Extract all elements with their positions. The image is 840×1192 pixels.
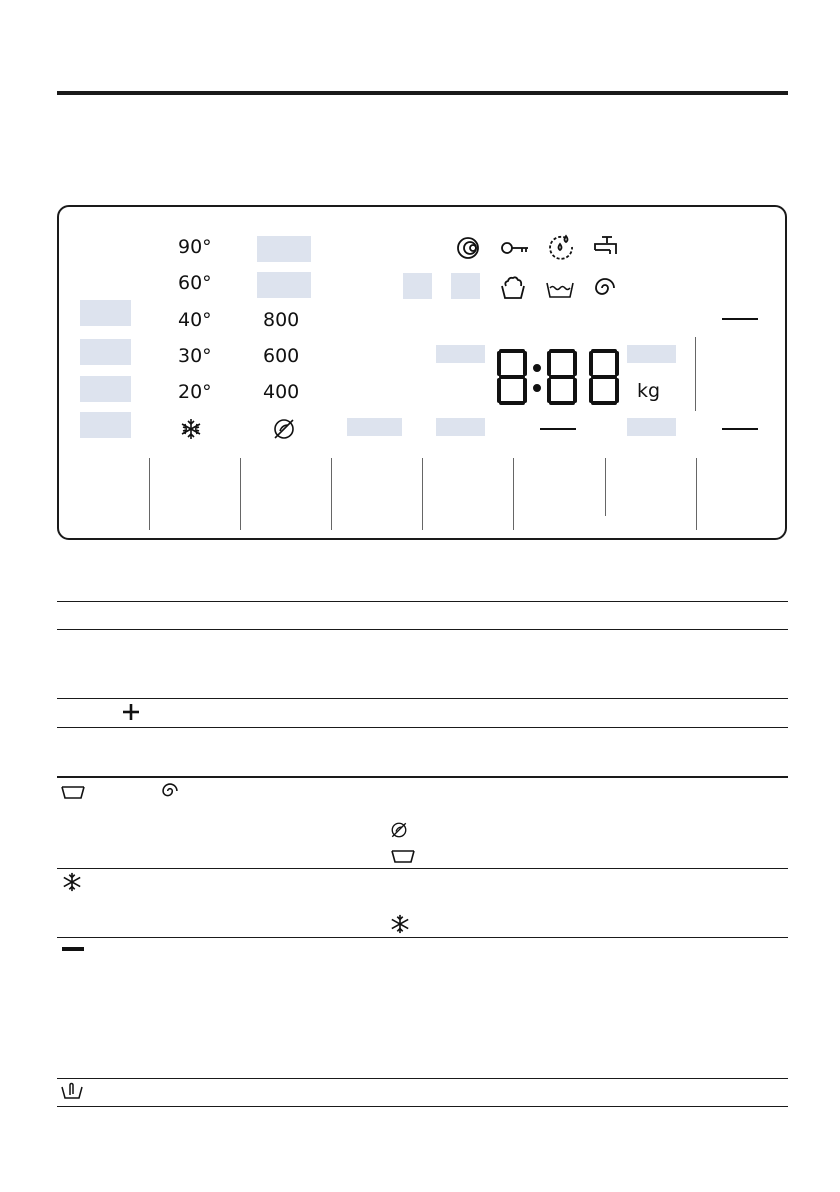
display-placeholder-left	[436, 345, 485, 363]
temp-90: 90°	[178, 236, 212, 258]
temp-60: 60°	[178, 272, 212, 294]
button-placeholder-2	[80, 339, 131, 365]
table-line-3	[57, 698, 788, 699]
no-spin-icon	[272, 417, 296, 441]
wash-basin-icon	[60, 784, 86, 800]
dash-icon	[62, 946, 86, 954]
plus-icon	[122, 703, 140, 721]
table-line-7	[57, 937, 788, 938]
digital-display	[495, 348, 625, 410]
spin-600: 600	[263, 345, 300, 367]
option-placeholder-2	[451, 273, 480, 299]
option-placeholder-1	[403, 273, 432, 299]
temp-30: 30°	[178, 345, 212, 367]
hand-wash-icon	[60, 1081, 84, 1101]
table-line-8	[57, 1078, 788, 1079]
spin-800: 800	[263, 309, 300, 331]
spin-placeholder-2	[257, 272, 311, 298]
display-placeholder-right	[627, 345, 676, 363]
no-spin-icon-table	[390, 821, 408, 839]
weight-unit: kg	[637, 380, 661, 402]
spin-placeholder-1	[257, 236, 311, 262]
middle-dash	[540, 428, 576, 430]
wash-basin-icon-table	[390, 848, 416, 864]
bottom-placeholder-3	[627, 418, 676, 436]
snowflake-icon	[180, 418, 202, 440]
top-rule	[57, 91, 788, 95]
snowflake-icon-table	[62, 872, 82, 892]
table-line-9	[57, 1106, 788, 1107]
button-divider-3	[331, 458, 332, 530]
bottom-placeholder-1	[347, 418, 402, 436]
button-divider-1	[149, 458, 150, 530]
table-line-5	[57, 776, 788, 778]
spin-icon-table	[160, 781, 180, 801]
drum-clean-icon	[546, 232, 576, 262]
child-lock-icon	[455, 234, 483, 262]
table-line-1	[57, 601, 788, 602]
key-icon	[500, 238, 530, 258]
button-placeholder-3	[80, 376, 131, 402]
button-divider-5	[513, 458, 514, 530]
rinse-icon	[545, 280, 575, 300]
table-line-6	[57, 868, 788, 869]
prewash-icon	[498, 274, 528, 300]
temp-40: 40°	[178, 309, 212, 331]
right-dash-upper	[722, 318, 758, 320]
table-line-2	[57, 629, 788, 630]
table-line-4	[57, 727, 788, 728]
tap-icon	[592, 234, 620, 260]
button-divider-2	[240, 458, 241, 530]
button-placeholder-4	[80, 412, 131, 438]
button-divider-7	[696, 458, 697, 530]
snowflake-icon-table-2	[390, 914, 410, 934]
button-divider-4	[422, 458, 423, 530]
display-divider	[695, 337, 696, 411]
spin-400: 400	[263, 381, 300, 403]
button-placeholder-1	[80, 300, 131, 326]
bottom-placeholder-2	[436, 418, 485, 436]
spin-icon	[592, 275, 618, 301]
right-dash-lower	[722, 428, 758, 430]
temp-20: 20°	[178, 381, 212, 403]
button-divider-6	[605, 458, 606, 516]
